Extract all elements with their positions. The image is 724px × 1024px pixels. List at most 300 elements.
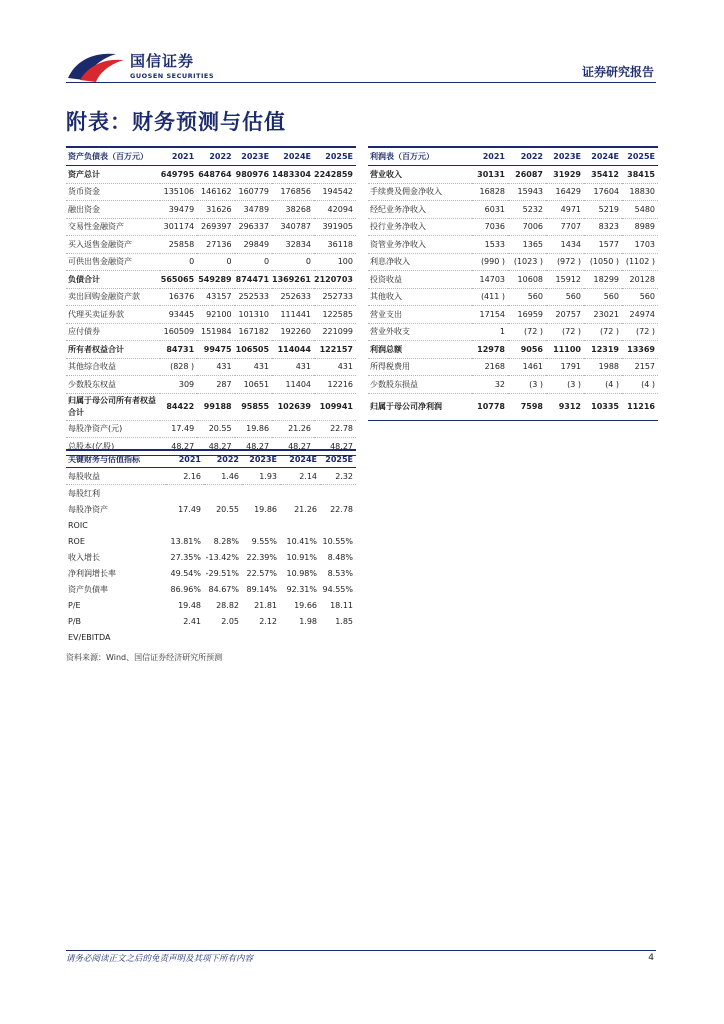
cell-value: 109941 (314, 393, 356, 420)
table-row (66, 218, 356, 236)
year-header: 2022 (508, 147, 546, 166)
cell-value: 1577 (584, 236, 622, 254)
cell-value: 13.81% (170, 536, 201, 546)
table-row (66, 306, 356, 324)
cell-value (280, 629, 320, 645)
table-row (368, 166, 658, 184)
key-indicators-table (66, 449, 356, 645)
year-header: 2022 (197, 147, 234, 166)
table-row (368, 218, 658, 236)
cell-value: 13369 (622, 341, 658, 359)
header-divider (66, 82, 656, 83)
table-row (66, 565, 356, 581)
cell-value: 17604 (584, 183, 622, 201)
cell-value: 10.55% (322, 536, 353, 546)
cell-value: 560 (622, 288, 658, 306)
table-row (368, 323, 658, 341)
row-label: 总股本(亿股) (66, 438, 160, 456)
cell-value: 252733 (314, 288, 356, 306)
table-row (368, 306, 658, 324)
cell-value: 12319 (584, 341, 622, 359)
row-label: 其他收入 (368, 288, 472, 306)
year-header: 2024E (584, 147, 622, 166)
cell-value: 1483304 (272, 166, 314, 184)
cell-value: 122157 (314, 341, 356, 359)
table-row (368, 376, 658, 394)
cell-value: 102639 (272, 393, 314, 420)
cell-value: 5219 (584, 201, 622, 219)
cell-value: 15912 (546, 271, 584, 289)
cell-value: 86.96% (170, 584, 201, 594)
year-header: 2025E (320, 450, 356, 468)
cell-value: 19.66 (294, 600, 317, 610)
cell-value: 10.91% (286, 552, 317, 562)
table-row (66, 376, 356, 394)
cell-value: 99475 (197, 341, 234, 359)
cell-value: 16828 (472, 183, 508, 201)
cell-value: 160509 (160, 323, 197, 341)
table-row (66, 517, 356, 533)
cell-value: 30131 (472, 166, 508, 184)
cell-value: 32 (472, 376, 508, 394)
row-label: 经纪业务净收入 (368, 201, 472, 219)
cell-value: 1703 (622, 236, 658, 254)
cell-value (166, 517, 204, 533)
row-label: 资产总计 (66, 166, 160, 184)
row-label: 归属于母公司净利润 (368, 393, 472, 420)
cell-value: 11404 (272, 376, 314, 394)
cell-value: 21.81 (254, 600, 277, 610)
cell-value: 8.53% (327, 568, 353, 578)
data-source-note: 资料来源：Wind、国信证券经济研究所预测 (66, 653, 223, 662)
cell-value: 92100 (197, 306, 234, 324)
cell-value: 43157 (197, 288, 234, 306)
cell-value: 11100 (546, 341, 584, 359)
income-statement-table (368, 146, 658, 421)
cell-value: 27136 (197, 236, 234, 254)
table-row (66, 597, 356, 613)
cell-value: 12978 (472, 341, 508, 359)
table-row (66, 341, 356, 359)
year-header: 2025E (622, 147, 658, 166)
cell-value: 151984 (197, 323, 234, 341)
cell-value: 9312 (546, 393, 584, 420)
cell-value: 28.82 (216, 600, 239, 610)
row-label: 每股净资产 (68, 504, 108, 514)
row-label: 所得税费用 (368, 358, 472, 376)
cell-value: 269397 (197, 218, 234, 236)
row-label: 利息净收入 (368, 253, 472, 271)
cell-value: 36118 (314, 236, 356, 254)
cell-value: 8.28% (213, 536, 239, 546)
table-title: 资产负债表（百万元） (66, 147, 160, 166)
cell-value: 48.27 (272, 438, 314, 456)
cell-value: 11216 (622, 393, 658, 420)
cell-value: 0 (160, 253, 197, 271)
cell-value: (411 ) (472, 288, 508, 306)
cell-value: 560 (546, 288, 584, 306)
row-label: 利润总额 (368, 341, 472, 359)
cell-value: 14703 (472, 271, 508, 289)
table-row (66, 549, 356, 565)
disclaimer-text: 请务必阅读正文之后的免责声明及其项下所有内容 (66, 954, 254, 964)
cell-value: 18299 (584, 271, 622, 289)
year-header: 2022 (204, 450, 242, 468)
cell-value: 114044 (272, 341, 314, 359)
row-label: 卖出回购金融资产款 (66, 288, 160, 306)
table-row (66, 323, 356, 341)
table-row (66, 253, 356, 271)
row-label: EV/EBITDA (68, 632, 111, 642)
cell-value (320, 629, 356, 645)
cell-value: 89.14% (246, 584, 277, 594)
cell-value: 100 (314, 253, 356, 271)
cell-value: 84.67% (208, 584, 239, 594)
table-row (368, 341, 658, 359)
cell-value: 1.93 (242, 468, 280, 485)
cell-value: (72 ) (584, 323, 622, 341)
cell-value: 287 (197, 376, 234, 394)
cell-value: 20757 (546, 306, 584, 324)
row-label: 应付债券 (66, 323, 160, 341)
cell-value: 42094 (314, 201, 356, 219)
cell-value: 874471 (235, 271, 272, 289)
year-header: 2021 (166, 450, 204, 468)
cell-value: 2.41 (183, 616, 201, 626)
cell-value: 135106 (160, 183, 197, 201)
cell-value: 1533 (472, 236, 508, 254)
cell-value: (72 ) (508, 323, 546, 341)
cell-value: 26087 (508, 166, 546, 184)
table-row (66, 201, 356, 219)
cell-value: (990 ) (472, 253, 508, 271)
cell-value: 18.11 (330, 600, 353, 610)
cell-value: 160779 (235, 183, 272, 201)
row-label: 净利润增长率 (68, 568, 116, 578)
cell-value (242, 517, 280, 533)
table-header-row (368, 147, 658, 166)
cell-value: 48.27 (197, 438, 234, 456)
cell-value: 1988 (584, 358, 622, 376)
cell-value: 301174 (160, 218, 197, 236)
row-label: P/E (68, 600, 81, 610)
cell-value: 2.32 (320, 468, 356, 485)
cell-value: 19.48 (178, 600, 201, 610)
cell-value: 8323 (584, 218, 622, 236)
cell-value: 649795 (160, 166, 197, 184)
cell-value: 2.05 (221, 616, 239, 626)
cell-value: 21.26 (294, 504, 317, 514)
cell-value: 1369261 (272, 271, 314, 289)
table-row (66, 485, 356, 502)
cell-value: 10608 (508, 271, 546, 289)
cell-value: 19.86 (235, 420, 272, 438)
cell-value: 549289 (197, 271, 234, 289)
cell-value: 10335 (584, 393, 622, 420)
cell-value: 1.46 (204, 468, 242, 485)
cell-value (204, 629, 242, 645)
cell-value (280, 517, 320, 533)
cell-value: (1023 ) (508, 253, 546, 271)
table-row (66, 166, 356, 184)
cell-value: 2.12 (259, 616, 277, 626)
year-header: 2023E (242, 450, 280, 468)
cell-value: 93445 (160, 306, 197, 324)
cell-value: 106505 (235, 341, 272, 359)
cell-value: 6031 (472, 201, 508, 219)
row-label: ROIC (68, 520, 88, 530)
cell-value: 309 (160, 376, 197, 394)
cell-value: 22.78 (330, 504, 353, 514)
cell-value: 340787 (272, 218, 314, 236)
cell-value: (4 ) (584, 376, 622, 394)
table-row (66, 393, 356, 420)
cell-value: 194542 (314, 183, 356, 201)
cell-value: 1365 (508, 236, 546, 254)
cell-value: 38415 (622, 166, 658, 184)
table-row (66, 183, 356, 201)
cell-value (204, 517, 242, 533)
cell-value: 21.26 (272, 420, 314, 438)
cell-value: 20.55 (197, 420, 234, 438)
cell-value: 38268 (272, 201, 314, 219)
table-row (66, 533, 356, 549)
table-row (66, 468, 356, 485)
cell-value: 10.41% (286, 536, 317, 546)
cell-value: 31626 (197, 201, 234, 219)
cell-value: 2120703 (314, 271, 356, 289)
cell-value: 17154 (472, 306, 508, 324)
cell-value: 9.55% (251, 536, 277, 546)
cell-value: 48.27 (160, 438, 197, 456)
cell-value: 94.55% (322, 584, 353, 594)
cell-value: 2168 (472, 358, 508, 376)
year-header: 2024E (280, 450, 320, 468)
cell-value: 49.54% (170, 568, 201, 578)
cell-value: 122585 (314, 306, 356, 324)
cell-value: 18830 (622, 183, 658, 201)
company-name-en: GUOSEN SECURITIES (130, 72, 215, 80)
cell-value: 15943 (508, 183, 546, 201)
cell-value: 17.49 (160, 420, 197, 438)
cell-value: 1 (472, 323, 508, 341)
row-label: 融出资金 (66, 201, 160, 219)
table-row (66, 501, 356, 517)
cell-value: 35412 (584, 166, 622, 184)
year-header: 2023E (235, 147, 272, 166)
row-label: 每股红利 (68, 488, 100, 498)
cell-value: 17.49 (178, 504, 201, 514)
company-name-cn: 国信证券 (130, 52, 195, 70)
cell-value: 252633 (272, 288, 314, 306)
cell-value: 431 (235, 358, 272, 376)
guosen-logo-icon (66, 48, 126, 84)
cell-value: 10.98% (286, 568, 317, 578)
cell-value: 391905 (314, 218, 356, 236)
cell-value: 1791 (546, 358, 584, 376)
cell-value: 1434 (546, 236, 584, 254)
cell-value: 22.57% (246, 568, 277, 578)
cell-value: 7036 (472, 218, 508, 236)
row-label: 营业收入 (368, 166, 472, 184)
cell-value: 111441 (272, 306, 314, 324)
table-row (368, 253, 658, 271)
cell-value: (1102 ) (622, 253, 658, 271)
cell-value: 9056 (508, 341, 546, 359)
row-label: 归属于母公司所有者权益合计 (66, 393, 160, 420)
cell-value: 32834 (272, 236, 314, 254)
cell-value: 431 (314, 358, 356, 376)
cell-value: 16959 (508, 306, 546, 324)
cell-value: 92.31% (286, 584, 317, 594)
table-row (368, 201, 658, 219)
cell-value: 146162 (197, 183, 234, 201)
table-row (368, 183, 658, 201)
row-label: 每股净资产(元) (66, 420, 160, 438)
cell-value: 95855 (235, 393, 272, 420)
row-label: 代理买卖证券款 (66, 306, 160, 324)
cell-value: 980976 (235, 166, 272, 184)
cell-value: 2242859 (314, 166, 356, 184)
cell-value: (72 ) (622, 323, 658, 341)
cell-value: 12216 (314, 376, 356, 394)
table-title: 关键财务与估值指标 (66, 450, 166, 468)
balance-sheet-table (66, 146, 356, 456)
cell-value: 10778 (472, 393, 508, 420)
table-header-row (66, 147, 356, 166)
row-label: 营业外收支 (368, 323, 472, 341)
cell-value (242, 485, 280, 502)
cell-value: 0 (235, 253, 272, 271)
cell-value: 431 (197, 358, 234, 376)
cell-value: (1050 ) (584, 253, 622, 271)
cell-value: 48.27 (314, 438, 356, 456)
cell-value: 1.85 (335, 616, 353, 626)
table-row (66, 629, 356, 645)
row-label: 营业支出 (368, 306, 472, 324)
year-header: 2024E (272, 147, 314, 166)
cell-value: 0 (272, 253, 314, 271)
table-row (66, 358, 356, 376)
cell-value: (3 ) (508, 376, 546, 394)
cell-value: 431 (272, 358, 314, 376)
row-label: P/B (68, 616, 82, 626)
cell-value (242, 629, 280, 645)
row-label: 其他综合收益 (66, 358, 160, 376)
row-label: ROE (68, 536, 85, 546)
page-number: 4 (648, 953, 654, 963)
cell-value: 2.14 (280, 468, 320, 485)
cell-value: 48.27 (235, 438, 272, 456)
cell-value: 10651 (235, 376, 272, 394)
cell-value: 2157 (622, 358, 658, 376)
row-label: 货币资金 (66, 183, 160, 201)
year-header: 2023E (546, 147, 584, 166)
cell-value: (3 ) (546, 376, 584, 394)
table-row (66, 236, 356, 254)
cell-value: (828 ) (160, 358, 197, 376)
row-label: 投资收益 (368, 271, 472, 289)
row-label: 少数股东权益 (66, 376, 160, 394)
cell-value: 192260 (272, 323, 314, 341)
cell-value: 31929 (546, 166, 584, 184)
cell-value: 16376 (160, 288, 197, 306)
cell-value (320, 485, 356, 502)
cell-value: 1461 (508, 358, 546, 376)
cell-value: 560 (584, 288, 622, 306)
cell-value: 7598 (508, 393, 546, 420)
cell-value: 5480 (622, 201, 658, 219)
cell-value: 565065 (160, 271, 197, 289)
cell-value: -29.51% (205, 568, 239, 578)
cell-value: 84731 (160, 341, 197, 359)
cell-value: 8989 (622, 218, 658, 236)
cell-value: 252533 (235, 288, 272, 306)
row-label: 资产负债率 (68, 584, 108, 594)
table-row (368, 358, 658, 376)
cell-value (320, 517, 356, 533)
cell-value: 2.16 (166, 468, 204, 485)
table-row (66, 613, 356, 629)
cell-value: 39479 (160, 201, 197, 219)
year-header: 2021 (472, 147, 508, 166)
cell-value: 7006 (508, 218, 546, 236)
cell-value: 24974 (622, 306, 658, 324)
cell-value: 5232 (508, 201, 546, 219)
cell-value: -13.42% (205, 552, 239, 562)
footer-divider (66, 950, 656, 951)
cell-value: 648764 (197, 166, 234, 184)
cell-value (166, 485, 204, 502)
cell-value: 99188 (197, 393, 234, 420)
row-label: 手续费及佣金净收入 (368, 183, 472, 201)
cell-value: 29849 (235, 236, 272, 254)
cell-value (166, 629, 204, 645)
table-row (66, 581, 356, 597)
row-label: 投行业务净收入 (368, 218, 472, 236)
table-header-row (66, 450, 356, 468)
cell-value: (4 ) (622, 376, 658, 394)
cell-value: 19.86 (254, 504, 277, 514)
cell-value: 7707 (546, 218, 584, 236)
cell-value: 167182 (235, 323, 272, 341)
table-row (66, 288, 356, 306)
cell-value: 34789 (235, 201, 272, 219)
row-label: 所有者权益合计 (66, 341, 160, 359)
row-label: 买入返售金融资产 (66, 236, 160, 254)
table-row (66, 420, 356, 438)
cell-value: 0 (197, 253, 234, 271)
cell-value: 296337 (235, 218, 272, 236)
table-row (368, 236, 658, 254)
page-header (0, 0, 724, 90)
cell-value: 27.35% (170, 552, 201, 562)
cell-value: 560 (508, 288, 546, 306)
cell-value: 84422 (160, 393, 197, 420)
cell-value (204, 485, 242, 502)
year-header: 2021 (160, 147, 197, 166)
cell-value: 16429 (546, 183, 584, 201)
cell-value: 20.55 (216, 504, 239, 514)
cell-value: 176856 (272, 183, 314, 201)
cell-value: 22.39% (246, 552, 277, 562)
table-row (368, 288, 658, 306)
table-row (368, 393, 658, 420)
cell-value: (972 ) (546, 253, 584, 271)
cell-value: 25858 (160, 236, 197, 254)
row-label: 负债合计 (66, 271, 160, 289)
year-header: 2025E (314, 147, 356, 166)
